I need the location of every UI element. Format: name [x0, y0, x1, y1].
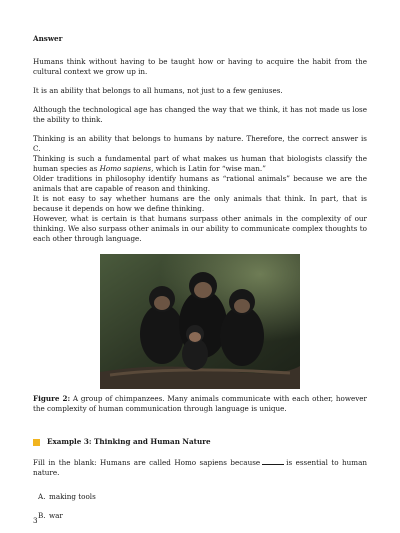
- text-run: Thinking is such a fundamental part of what makes us human that biologists classify the human species as: [33, 154, 367, 173]
- homo-sapiens-line: [33, 154, 367, 174]
- surpass-line: However, what is certain is that humans surpass other animals in the complexity of our thinking. We also surpass other animals in our ability to communicate complex thoughts to each other through language.: [33, 214, 367, 243]
- paragraph: Although the technological age has changed the way that we think, it has not made us lose the ability to think.: [33, 105, 367, 124]
- chimpanzee-photo: [100, 254, 300, 389]
- option-b[interactable]: [38, 511, 367, 521]
- option-letter: A.: [38, 492, 46, 501]
- correct-answer-line: Thinking is an ability that belongs to humans by nature. Therefore, the correct answer is C.: [33, 134, 367, 153]
- other-animals-line: It is not easy to say whether humans are the only animals that think. In part, that is because it depends on how we define thinking.: [33, 194, 367, 213]
- caption-text: A group of chimpanzees. Many animals communicate with each other, however the complexity of human communication through language is unique.: [33, 394, 367, 413]
- answer-heading: Answer: [33, 34, 63, 43]
- example-title: Example 3: Thinking and Human Nature: [47, 437, 211, 446]
- square-marker-icon: [33, 439, 40, 446]
- paragraph: Humans think without having to be taught how or having to acquire the habit from the cultural context we grow up in.: [33, 57, 367, 76]
- rational-animals-line: Older traditions in philosophy identify humans as “rational animals” because we are the animals that are capable of reason and thinking.: [33, 174, 367, 193]
- options-list: [33, 492, 367, 521]
- fill-in-blank-prompt: [33, 458, 367, 478]
- option-a[interactable]: [38, 492, 367, 502]
- option-letter: B.: [38, 511, 46, 520]
- option-text: making tools: [49, 492, 96, 501]
- page-number: 3: [33, 516, 38, 525]
- text-run: , which is Latin for “wise man.”: [151, 164, 266, 173]
- italic-term: Homo sapiens: [99, 164, 152, 173]
- example-heading: [33, 437, 367, 447]
- option-text: war: [49, 511, 63, 520]
- content: [33, 34, 367, 530]
- paragraph: It is an ability that belongs to all humans, not just to a few geniuses.: [33, 86, 283, 95]
- text-run: is essential to human nature.: [33, 458, 367, 477]
- figure-caption: [33, 394, 367, 414]
- blank-line: [262, 464, 284, 465]
- text-run: Fill in the blank: Humans are called Homo sapiens because: [33, 458, 261, 467]
- figure-label: Figure 2:: [33, 394, 71, 403]
